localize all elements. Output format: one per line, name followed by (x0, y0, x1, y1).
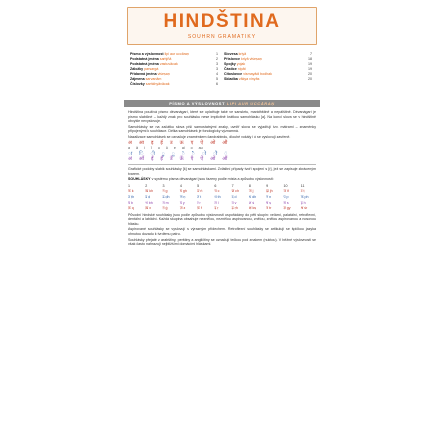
vowel-glyph: ऐ (200, 139, 204, 146)
consonant-cell (180, 189, 195, 194)
paragraph: Grafické podoby slabik souhlásky [k] se samohláskami. Zvláštní případy tvoří spojení s [r], jež se zapisuje zkráceným tvarem. (128, 166, 316, 176)
vowel-independent-row (128, 141, 316, 146)
toc-entry-sub: parsargá (144, 67, 159, 71)
vowel-nasal: ईं (160, 156, 163, 163)
toc-entry-sub: kriyā viśeṣaṇ (240, 57, 262, 61)
vowel-matra: ं (224, 150, 228, 157)
consonant-glyph: छ ch (231, 189, 239, 194)
consonant-column-number: 2 (145, 183, 148, 188)
consonant-glyph: ढ ḍh (162, 194, 170, 199)
vowel-matra: ु (161, 150, 165, 157)
toc-page-number: 3 (216, 62, 218, 66)
vowel-nasal: इँ (150, 156, 154, 163)
consonant-cell (232, 195, 247, 200)
vowel-glyph: ए (190, 139, 194, 146)
consonant-cell (214, 195, 229, 200)
consonant-column-number: 3 (162, 183, 165, 188)
consonant-cell (249, 189, 264, 194)
vowel-glyph: इ (150, 139, 154, 146)
consonant-glyph: ट ṭ (300, 189, 305, 194)
toc-entry-label: Přídavná jména (130, 72, 157, 76)
paragraph: Aspirované souhlásky se vyslovují s výrazným přídechem. Retroflexní souhlásky se artikulují se špičkou jazyka ohnutou dozadu k tvrdému patru. (128, 227, 316, 237)
vowel-matra: ै (191, 150, 195, 157)
consonant-cell (197, 206, 212, 211)
vowel-glyph: आ (138, 139, 144, 146)
consonants-intro (128, 177, 316, 182)
consonant-glyph: ग़ ġ (162, 206, 168, 211)
consonant-cell (145, 189, 160, 194)
consonant-cell (214, 206, 229, 211)
consonant-column-number: 5 (197, 183, 200, 188)
toc-page-number: 7 (310, 52, 312, 56)
consonant-cell (163, 195, 178, 200)
paragraph: Hindština používá písmo dévanágarí, které se uplatňuje také ve sanskrtu, maráthštině a nepálštině. Dévanágarí je písmo slabičné – každý znak pro souhlásku nese implicitně krátkou samohlásku [a]. Na konci slova se v hindštině obvykle nevyslovuje. (128, 110, 316, 124)
toc-page-number: 1 (216, 52, 218, 56)
page-title: HINDŠTINA (163, 11, 281, 32)
section-header-label: PÍSMO A VÝSLOVNOST (169, 101, 226, 106)
vowel-translit: o (190, 146, 193, 151)
consonant-cell (283, 189, 298, 194)
vowel-glyph: ऊ (179, 139, 184, 146)
toc-entry-label: Skladba (224, 77, 238, 81)
vowel-matra: ि (139, 150, 144, 157)
toc-entry-sub: sarvanām (145, 77, 162, 81)
vowel-translit-row (128, 146, 316, 151)
toc-entry-sub: vākya vinyās (238, 77, 260, 81)
vowel-glyph: औ (222, 139, 228, 146)
consonant-cell (163, 206, 178, 211)
consonant-glyph: श ś (248, 200, 255, 205)
paragraph: Souhlásky přejaté z arabštiny, perštiny a angličtiny se označují tečkou pod znakem (nuktou). V běžné výslovnosti se však často nahrazují nejbližšími domácími hláskami. (128, 237, 316, 247)
consonant-glyph: य y (179, 200, 185, 205)
toc-entry-label: Spojky (224, 62, 236, 66)
consonant-glyph: भ bh (145, 200, 153, 205)
vowel-translit: au (198, 146, 203, 151)
consonants-text: v systému písma dévanágarí jsou řazeny podle místa a způsobu výslovnosti: (151, 177, 274, 182)
consonant-glyph: क k (128, 189, 134, 194)
consonant-cell (197, 201, 212, 206)
consonant-cell (266, 195, 281, 200)
toc-entry-label: Příslovce (224, 57, 240, 61)
consonant-glyph: फ ph (300, 194, 309, 199)
section-header-sub: LIPI AUR UCCĀRAṆ (226, 101, 275, 106)
toc-entry-label: Písmo a výslovnost (130, 52, 164, 56)
consonant-cell (301, 201, 316, 206)
consonant-glyph: श्र śr (300, 206, 308, 211)
consonant-glyph: ख kh (145, 189, 153, 194)
consonant-glyph: फ़ f (197, 206, 202, 211)
consonant-cell (232, 206, 247, 211)
toc-page-number: 20 (308, 77, 312, 81)
consonant-glyph: ब b (128, 200, 134, 205)
vowel-nasal: एँ (190, 156, 194, 163)
vowel-glyph: उ (169, 139, 173, 146)
consonant-glyph: म m (162, 200, 169, 205)
consonant-glyph: ढ़ ṛh (231, 206, 238, 211)
consonant-glyph: त्र tr (266, 206, 272, 211)
vowel-translit: e (173, 146, 176, 151)
consonant-glyph: झ jh (266, 189, 273, 194)
toc-row (224, 77, 312, 82)
consonant-glyph: प p (283, 194, 289, 199)
consonant-glyph: व v (231, 200, 237, 205)
consonant-glyph: ङ ṅ (197, 189, 203, 194)
consonant-glyph: ण ṇ (179, 194, 186, 199)
toc-entry-label: Záložky (130, 67, 144, 71)
consonant-glyph: घ gh (179, 189, 187, 194)
paragraph: Samohlásky se na začátku slova píší samostatnými znaky, uvnitř slova se vyjadřují tzv. mátrami – znaménky připojenými k souhlásce. Délka samohlásek je fonologicky významná. (128, 124, 316, 134)
consonant-cell (249, 206, 264, 211)
vowel-translit: ā (136, 146, 138, 151)
vowel-translit: ai (181, 146, 185, 151)
vowel-matra: ी (150, 150, 155, 157)
consonant-cell (163, 201, 178, 206)
vowel-translit: u (157, 146, 160, 151)
toc-entry-sub: lipi aur uccāraṇ (164, 52, 189, 56)
consonant-cell (145, 206, 160, 211)
vowel-nasal: ऊँ (179, 156, 184, 163)
toc-entry-sub: vastuvācak (159, 62, 178, 66)
toc-entry-label: Slovesa (224, 52, 238, 56)
consonant-glyph: न n (266, 194, 272, 199)
vowel-translit: i (144, 146, 145, 151)
vowel-glyph: अ (128, 139, 132, 146)
vowel-matra: ा (128, 150, 133, 157)
vowel-matra: ू (171, 150, 175, 157)
consonant-glyph: थ th (214, 194, 221, 199)
vowel-nasal-row (128, 157, 316, 162)
consonant-glyph: च c (214, 189, 220, 194)
vowel-matra: ौ (213, 150, 218, 157)
consonant-glyph: स s (283, 200, 289, 205)
consonant-glyph: ध dh (248, 194, 257, 199)
consonant-glyph: ष ṣ (266, 200, 272, 205)
consonant-glyph: ल l (214, 200, 219, 205)
consonant-glyph: ज़ z (179, 206, 186, 211)
toc-entry-label: Podstatná jména (130, 57, 159, 61)
consonant-cell (214, 189, 229, 194)
consonant-cell (301, 206, 316, 211)
divider (128, 164, 316, 165)
toc-page-number: 3 (216, 67, 218, 71)
toc-row (130, 82, 218, 87)
grammar-card-page (124, 0, 320, 440)
consonant-column-number: 1 (128, 183, 130, 188)
consonant-glyph: ठ ṭh (128, 194, 135, 199)
consonant-glyph: ड ḍ (145, 194, 151, 199)
toc-entry-label: Částice (224, 67, 237, 71)
consonant-column-number: 11 (300, 183, 305, 188)
toc-entry-sub: nipāt (237, 67, 246, 71)
vowel-translit: a (128, 146, 130, 151)
consonant-glyph: क्ष kṣ (248, 206, 257, 211)
vowel-glyph: ई (160, 139, 163, 146)
consonant-cell (145, 195, 160, 200)
vowel-translit: ū (165, 146, 168, 151)
consonant-cell (249, 201, 264, 206)
consonant-glyph: ड़ ṛ (214, 206, 219, 211)
toc-page-number: 20 (308, 72, 312, 76)
toc-page-number: 2 (216, 57, 218, 61)
vowel-matra: ो (201, 150, 206, 157)
consonant-column-number: 4 (179, 183, 182, 188)
toc-entry-sub: kriyā (238, 52, 247, 56)
toc-page-number: 19 (308, 62, 312, 66)
toc-page-number: 19 (308, 67, 312, 71)
consonant-column-number: 6 (214, 183, 217, 188)
consonant-cell (180, 206, 195, 211)
vowel-translit: ī (150, 146, 152, 151)
paragraph: Původní hindské souhlásky jsou podle způsobu výslovnosti uspořádány do pěti skupin: velární, palatální, retroflexní, dentální a labiální. Každá skupina obsahuje neznělou, neznělou aspirovanou, znělou, znělou aspirovanou a nosovou hlásku. (128, 212, 316, 226)
consonant-cell (214, 201, 229, 206)
paragraph: Nazalizace samohlásek se označuje znaménkem čandrabindu, dlouhé vokály i ó se vyslovují zavřeně. (128, 134, 291, 139)
vowel-matra: े (181, 150, 185, 157)
consonant-cell (197, 195, 212, 200)
consonant-glyph: त t (197, 194, 202, 199)
consonant-cell (128, 189, 143, 194)
consonant-cell (266, 189, 281, 194)
consonant-cell (128, 195, 143, 200)
consonant-glyph: क़ q (128, 206, 134, 211)
page-subtitle: SOUHRN GRAMATIKY (187, 34, 257, 40)
vowel-nasal: ऐं (200, 156, 204, 163)
consonant-cell (283, 206, 298, 211)
consonant-cell (249, 195, 264, 200)
consonant-column-number: 9 (266, 183, 269, 188)
consonant-glyph: ज j (248, 189, 254, 194)
consonant-glyph: द d (231, 194, 237, 199)
vowel-nasal: अं (128, 156, 132, 163)
consonant-cell (128, 206, 143, 211)
toc-entry-label: Zájmena (130, 77, 145, 81)
consonants-label: SOUHLÁSKY (128, 177, 151, 182)
consonant-cell (266, 201, 281, 206)
toc-left-column (130, 52, 218, 87)
consonant-glyph: ग g (162, 189, 168, 194)
consonant-cell (128, 201, 143, 206)
consonant-glyph: ख़ x (145, 206, 152, 211)
consonant-column-number: 10 (283, 183, 288, 188)
consonant-cell (301, 195, 316, 200)
consonant-cell (301, 189, 316, 194)
consonant-cell (180, 201, 195, 206)
toc-entry-sub: viśeṣaṇ (157, 72, 170, 76)
toc-entry-sub: saṁjñā (159, 57, 172, 61)
consonant-glyph: ह h (300, 200, 306, 205)
section-body (128, 110, 316, 248)
toc-entry-sub: yojak (236, 62, 246, 66)
consonant-table (128, 184, 316, 211)
vowel-nasal: आँ (138, 156, 144, 163)
toc-entry-label: Podstatná jména (130, 62, 159, 66)
toc-page-number: 18 (308, 57, 312, 61)
consonant-cell (163, 189, 178, 194)
toc-entry (130, 82, 170, 87)
consonant-glyph: ज्ञ gy (283, 206, 291, 211)
toc-page-number: 4 (216, 72, 218, 76)
vowel-glyph: ओ (210, 139, 216, 146)
vowel-nasal: औं (222, 156, 228, 163)
toc-entry-sub: vismayādi bodhak (243, 72, 272, 76)
toc-entry-label: Číslovky (130, 82, 145, 86)
toc-right-column (224, 52, 312, 82)
consonant-column-number: 7 (231, 183, 234, 188)
toc-entry-sub: saṁkhyāvācak (145, 82, 170, 86)
consonant-cell (197, 189, 212, 194)
consonant-cell (232, 189, 247, 194)
consonant-cell (283, 195, 298, 200)
vowel-nasal: उँ (169, 156, 173, 163)
vowel-nasal: ओं (210, 156, 216, 163)
consonant-column-number: 8 (248, 183, 251, 188)
toc-page-number: 5 (216, 77, 218, 81)
consonant-glyph: ञ ñ (283, 189, 290, 194)
section-header-band (124, 100, 320, 107)
consonant-cell (180, 195, 195, 200)
toc-entry-label: Citoslovce (224, 72, 243, 76)
consonant-cell (232, 201, 247, 206)
toc-entry (224, 77, 259, 82)
consonant-cell (145, 201, 160, 206)
toc-page-number: 6 (216, 82, 218, 86)
title-box (127, 7, 317, 45)
consonant-glyph: र r (197, 200, 201, 205)
consonant-cell (283, 201, 298, 206)
consonant-cell (266, 206, 281, 211)
